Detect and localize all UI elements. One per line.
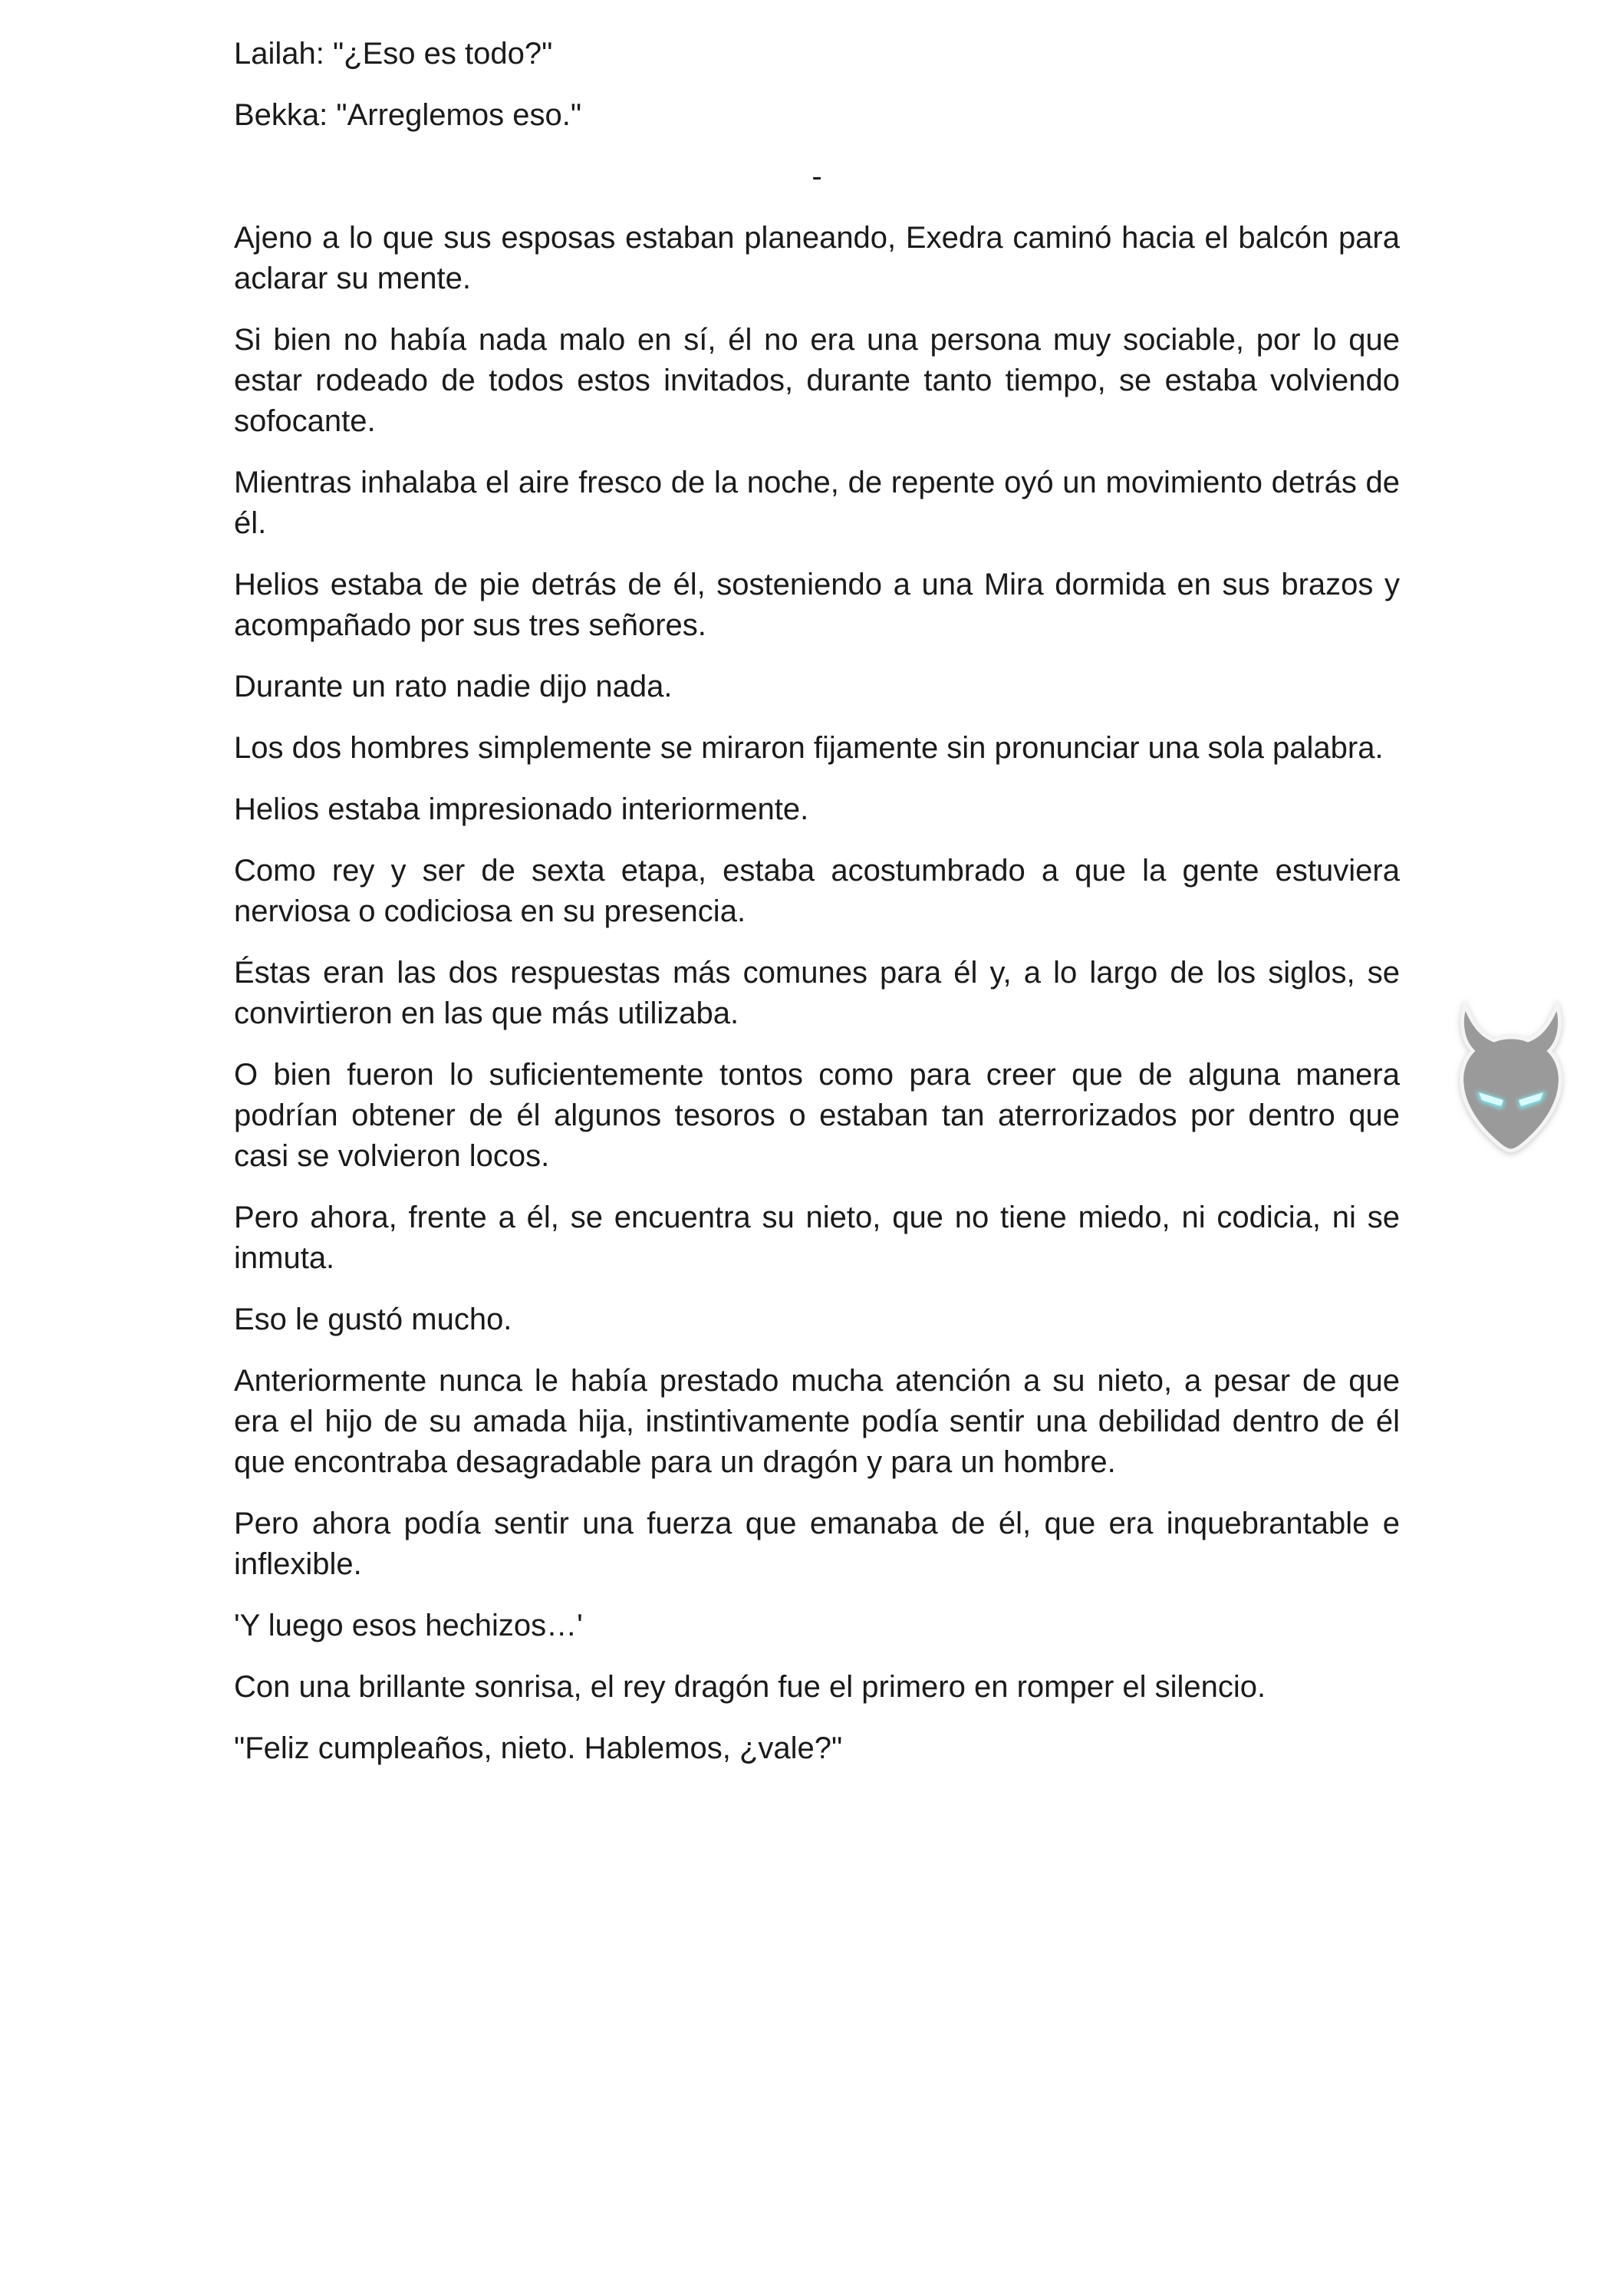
paragraph: Con una brillante sonrisa, el rey dragón fue el primero en romper el silencio. — [234, 1670, 1266, 1704]
paragraph: Helios estaba de pie detrás de él, sosteniendo a una Mira dormida en sus brazos y acompañado por sus tres señores. — [234, 568, 1400, 642]
paragraph: Durante un rato nadie dijo nada. — [234, 670, 673, 703]
paragraph: Ajeno a lo que sus esposas estaban planeando, Exedra caminó hacia el balcón para aclarar su mente. — [234, 221, 1400, 295]
paragraph: Pero ahora podía sentir una fuerza que emanaba de él, que era inquebrantable e inflexible. — [234, 1507, 1400, 1581]
paragraph: Si bien no había nada malo en sí, él no era una persona muy sociable, por lo que estar rodeado de todos estos invitados, durante tanto tiempo, se estaba volviendo sofocante. — [234, 323, 1400, 438]
paragraph: Lailah: "¿Eso es todo?" — [234, 37, 553, 71]
paragraph: 'Y luego esos hechizos…' — [234, 1609, 583, 1642]
paragraph: Éstas eran las dos respuestas más comunes para él y, a lo largo de los siglos, se convirtieron en las que más utilizaba. — [234, 956, 1400, 1030]
paragraph: Los dos hombres simplemente se miraron fijamente sin pronunciar una sola palabra. — [234, 731, 1384, 765]
paragraph: Como rey y ser de sexta etapa, estaba acostumbrado a que la gente estuviera nerviosa o codiciosa en su presencia. — [234, 854, 1400, 928]
body-text — [234, 34, 1400, 1790]
paragraph: Anteriormente nunca le había prestado mucha atención a su nieto, a pesar de que era el hijo de su amada hija, instintivamente podía sentir una debilidad dentro de él que encontraba desagradable para un dragón y para un hombre. — [234, 1364, 1400, 1479]
paragraph: Mientras inhalaba el aire fresco de la noche, de repente oyó un movimiento detrás de él. — [234, 466, 1400, 540]
paragraph: Pero ahora, frente a él, se encuentra su nieto, que no tiene miedo, ni codicia, ni se inmuta. — [234, 1201, 1400, 1275]
paragraph: "Feliz cumpleaños, nieto. Hablemos, ¿vale?" — [234, 1731, 843, 1765]
paragraph: Eso le gustó mucho. — [234, 1303, 512, 1336]
paragraph: Helios estaba impresionado interiormente. — [234, 792, 809, 826]
scene-separator: - — [812, 160, 822, 193]
demon-head-icon — [1442, 997, 1580, 1166]
paragraph: O bien fueron lo suficientemente tontos como para creer que de alguna manera podrían obtener de él algunos tesoros o estaban tan aterrorizados por dentro que casi se volvieron locos. — [234, 1058, 1400, 1173]
paragraph: Bekka: "Arreglemos eso." — [234, 98, 582, 132]
